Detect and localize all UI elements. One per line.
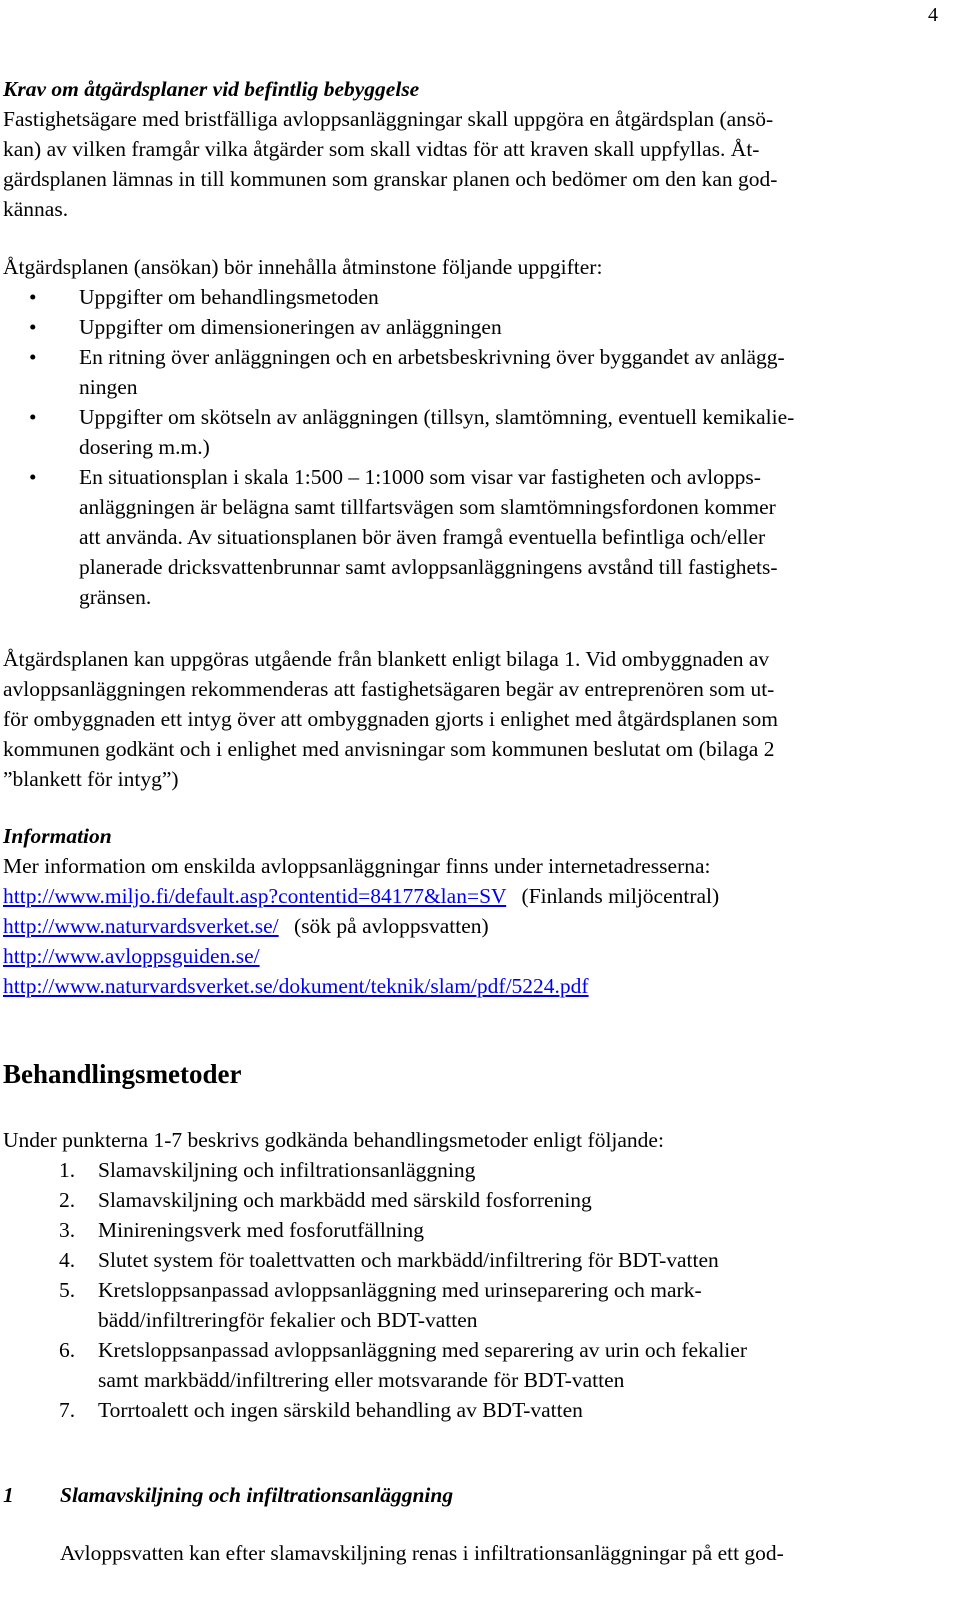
link-row (3, 971, 943, 1001)
bullet-item (3, 312, 943, 342)
information-heading: Information (3, 824, 112, 848)
methods-list (3, 1155, 943, 1425)
bullet-item (3, 402, 943, 462)
method-text: Torrtoalett och ingen särskild behandling av BDT-vatten (98, 1398, 583, 1422)
method-item (3, 1155, 943, 1185)
paragraph-line: Åtgärdsplanen kan uppgöras utgående från blankett enligt bilaga 1. Vid ombyggnaden av (3, 647, 770, 671)
paragraph-line: för ombyggnaden ett intyg över att ombyggnaden gjorts i enlighet med åtgärdsplanen som (3, 707, 779, 731)
link-note: (Finlands miljöcentral) (521, 884, 720, 908)
method-number: 3. (59, 1218, 76, 1242)
method-number: 4. (59, 1248, 76, 1272)
bullet-icon: • (29, 315, 37, 339)
bullet-text: En ritning över anläggningen och en arbetsbeskrivning över byggandet av anlägg- (79, 345, 785, 369)
bullet-icon: • (29, 465, 37, 489)
bullet-text: planerade dricksvattenbrunnar samt avloppsanläggningens avstånd till fastighets- (79, 555, 778, 579)
section-information (3, 821, 943, 1001)
method-item (3, 1215, 943, 1245)
section-heading-plan: Krav om åtgärdsplaner vid befintlig bebyggelse (3, 77, 420, 101)
method-item (3, 1245, 943, 1275)
method-item (3, 1335, 943, 1395)
bullet-icon: • (29, 405, 37, 429)
link-row (3, 941, 943, 971)
bullet-text: Uppgifter om dimensioneringen av anläggningen (79, 315, 502, 339)
bullet-text: Uppgifter om skötseln av anläggningen (tillsyn, slamtömning, eventuell kemikalie- (79, 405, 795, 429)
link-naturvardsverket[interactable]: http://www.naturvardsverket.se/ (3, 914, 279, 938)
method-item (3, 1185, 943, 1215)
method-text: Kretsloppsanpassad avloppsanläggning med urinseparering och mark- (98, 1278, 702, 1302)
method-item (3, 1395, 943, 1425)
paragraph-line: ”blankett för intyg”) (3, 767, 179, 791)
method-text: Kretsloppsanpassad avloppsanläggning med separering av urin och fekalier (98, 1338, 747, 1362)
bullet-item (3, 282, 943, 312)
section-methods (3, 1057, 943, 1091)
plan-paragraph (3, 104, 943, 224)
section-plan (3, 74, 943, 224)
bullet-text: dosering m.m.) (79, 435, 210, 459)
link-miljo[interactable]: http://www.miljo.fi/default.asp?contentid=84177&lan=SV (3, 884, 507, 908)
bullet-text: att använda. Av situationsplanen bör även framgå eventuella befintliga och/eller (79, 525, 766, 549)
bullet-text: anläggningen är belägna samt tillfartsvägen som slamtömningsfordonen kommer (79, 495, 776, 519)
paragraph-line: avloppsanläggningen rekommenderas att fastighetsägaren begär av entreprenören som ut- (3, 677, 775, 701)
method-number: 5. (59, 1278, 76, 1302)
subsection-title: Slamavskiljning och infiltrationsanläggning (60, 1483, 454, 1507)
subsection-body (60, 1538, 940, 1568)
method-text: Slamavskiljning och markbädd med särskild fosforrening (98, 1188, 592, 1212)
method-number: 6. (59, 1338, 76, 1362)
paragraph-line: kommunen godkänt och i enlighet med anvisningar som kommunen beslutat om (bilaga 2 (3, 737, 775, 761)
link-slam-pdf[interactable]: http://www.naturvardsverket.se/dokument/teknik/slam/pdf/5224.pdf (3, 974, 589, 998)
information-intro: Mer information om enskilda avloppsanläggningar finns under internetadresserna: (3, 854, 711, 878)
paragraph-line: kännas. (3, 197, 69, 221)
method-item (3, 1275, 943, 1335)
method-text: Slutet system för toalettvatten och markbädd/infiltrering för BDT-vatten (98, 1248, 719, 1272)
bullet-text: En situationsplan i skala 1:500 – 1:1000 som visar var fastigheten och avlopps- (79, 465, 761, 489)
method-text: Minireningsverk med fosforutfällning (98, 1218, 425, 1242)
section-contents (3, 252, 943, 612)
paragraph-line: gärdsplanen lämnas in till kommunen som granskar planen och bedömer om den kan god- (3, 167, 778, 191)
subsection-heading (3, 1480, 943, 1510)
bullet-item (3, 342, 943, 402)
subsection-number: 1 (3, 1483, 14, 1507)
blankett-paragraph (3, 644, 943, 794)
bullet-text: Uppgifter om behandlingsmetoden (79, 285, 379, 309)
bullet-text: ningen (79, 375, 138, 399)
bullet-item (3, 462, 943, 612)
paragraph-line: kan) av vilken framgår vilka åtgärder som skall vidtas för att kraven skall uppfyllas. Åt- (3, 137, 760, 161)
methods-heading: Behandlingsmetoder (3, 1059, 242, 1089)
link-row (3, 881, 943, 911)
methods-intro: Under punkterna 1-7 beskrivs godkända behandlingsmetoder enligt följande: (3, 1128, 664, 1152)
page-number: 4 (928, 4, 938, 26)
method-number: 1. (59, 1158, 76, 1182)
link-note: (sök på avloppsvatten) (294, 914, 489, 938)
bullet-icon: • (29, 345, 37, 369)
bullet-text: gränsen. (79, 585, 152, 609)
link-row (3, 911, 943, 941)
section-blankett (3, 644, 943, 794)
subsection-text: Avloppsvatten kan efter slamavskiljning renas i infiltrationsanläggningar på ett god- (60, 1541, 784, 1565)
contents-bullet-list (3, 282, 943, 612)
method-number: 2. (59, 1188, 76, 1212)
contents-intro: Åtgärdsplanen (ansökan) bör innehålla åtminstone följande uppgifter: (3, 255, 603, 279)
bullet-icon: • (29, 285, 37, 309)
link-avloppsguiden[interactable]: http://www.avloppsguiden.se/ (3, 944, 260, 968)
paragraph-line: Fastighetsägare med bristfälliga avloppsanläggningar skall uppgöra en åtgärdsplan (ansö- (3, 107, 774, 131)
method-text: samt markbädd/infiltrering eller motsvarande för BDT-vatten (98, 1368, 625, 1392)
section-methods-list (3, 1125, 943, 1425)
method-text: bädd/infiltreringför fekalier och BDT-vatten (98, 1308, 478, 1332)
method-number: 7. (59, 1398, 76, 1422)
method-text: Slamavskiljning och infiltrationsanläggning (98, 1158, 476, 1182)
